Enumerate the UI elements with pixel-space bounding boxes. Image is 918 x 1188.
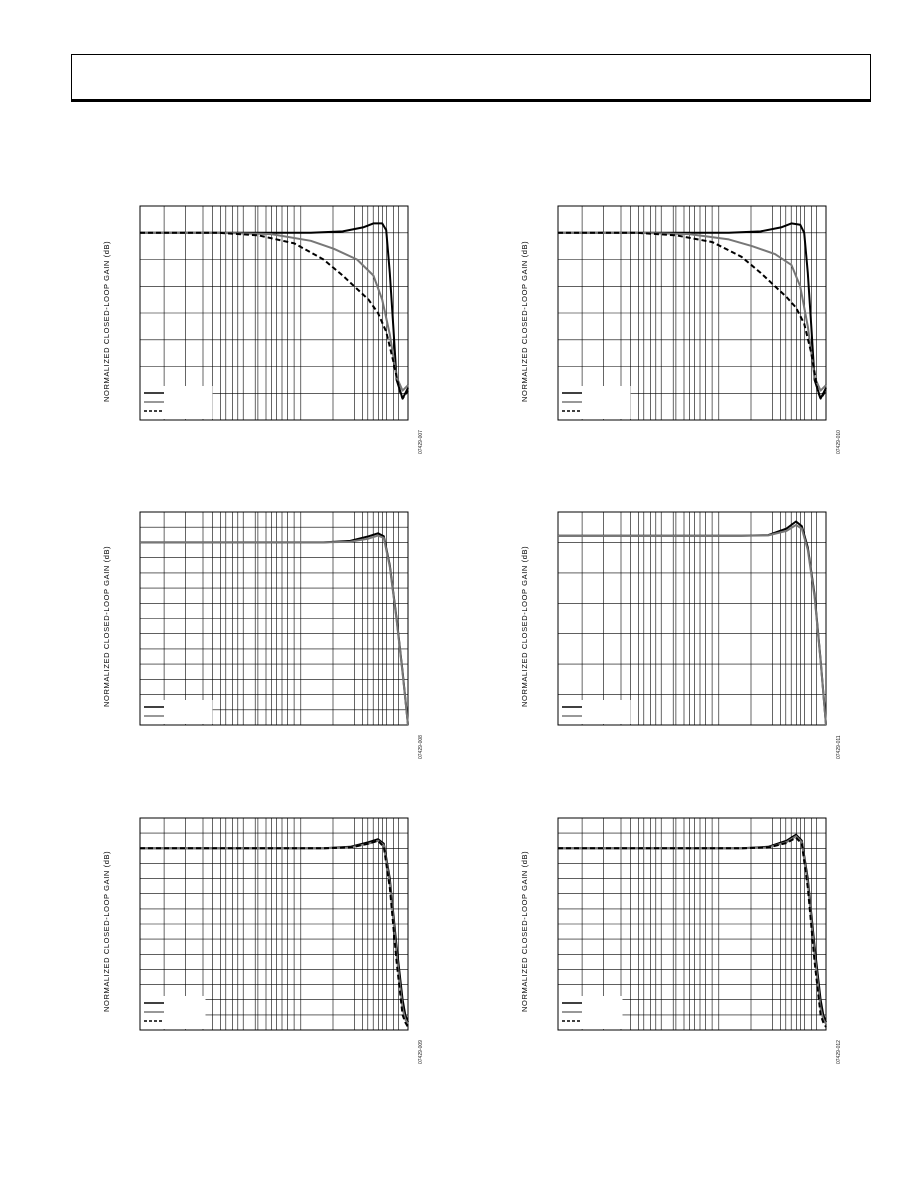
y-axis-label: NORMALIZED CLOSED-LOOP GAIN (dB) xyxy=(102,850,111,1012)
chart-panel-6 xyxy=(558,818,826,1030)
chart-plot-area xyxy=(140,512,408,725)
chart-plot-area xyxy=(558,206,826,420)
figure-code: 07429-007 xyxy=(418,430,424,454)
legend-box xyxy=(559,700,631,724)
y-axis-label: NORMALIZED CLOSED-LOOP GAIN (dB) xyxy=(520,850,529,1012)
chart-panel-4 xyxy=(558,512,826,725)
chart-panel-2 xyxy=(558,206,826,420)
figure-code: 07429-008 xyxy=(418,735,424,759)
chart-panel-5 xyxy=(140,818,408,1030)
figure-code: 07429-009 xyxy=(418,1040,424,1064)
figure-code: 07429-011 xyxy=(836,735,842,759)
y-axis-label: NORMALIZED CLOSED-LOOP GAIN (dB) xyxy=(102,545,111,707)
legend-box xyxy=(141,700,213,724)
chart-plot-area xyxy=(140,818,408,1030)
chart-plot-area xyxy=(140,206,408,420)
y-axis-label: NORMALIZED CLOSED-LOOP GAIN (dB) xyxy=(520,545,529,707)
chart-panel-1 xyxy=(140,206,408,420)
y-axis-label: NORMALIZED CLOSED-LOOP GAIN (dB) xyxy=(520,240,529,402)
figure-code: 07429-012 xyxy=(836,1040,842,1064)
chart-panel-3 xyxy=(140,512,408,725)
figure-code: 07429-010 xyxy=(836,430,842,454)
y-axis-label: NORMALIZED CLOSED-LOOP GAIN (dB) xyxy=(102,240,111,402)
page-header-box xyxy=(71,54,871,102)
chart-plot-area xyxy=(558,818,826,1030)
chart-plot-area xyxy=(558,512,826,725)
